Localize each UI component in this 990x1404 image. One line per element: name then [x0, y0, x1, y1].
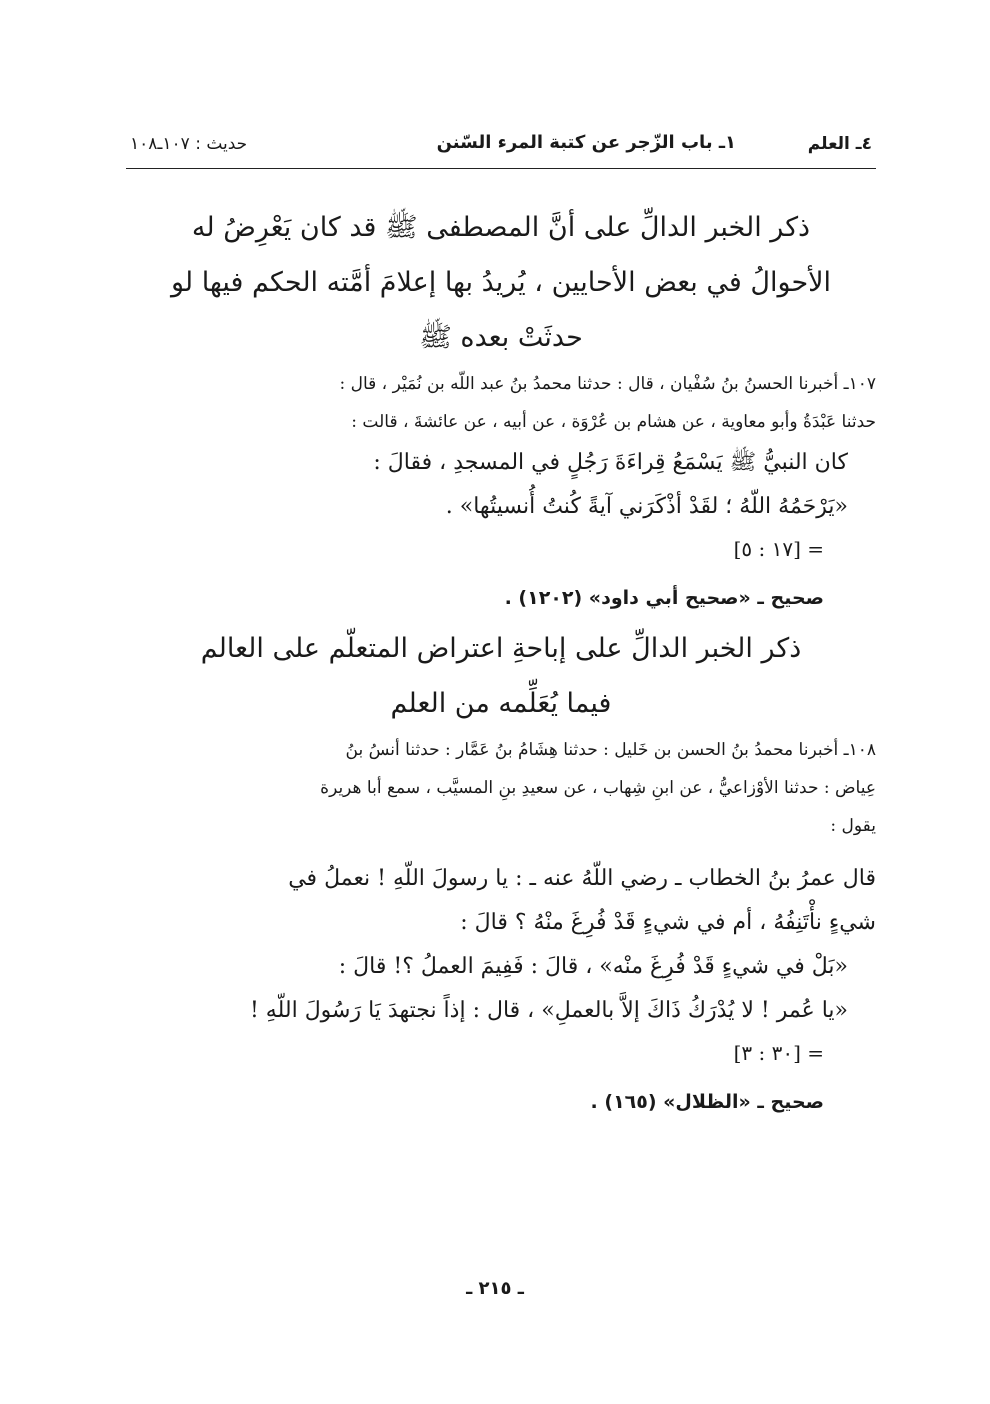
isnad-line: ١٠٨ـ أخبرنا محمدُ بنُ الحسن بن خَليل : حدثنا هِشَامُ بنُ عَمَّار : حدثنا أنسُ بنُ: [345, 740, 876, 760]
isnad-line: حدثنا عَبْدَةُ وأبو معاوية ، عن هشام بن عُرْوَة ، عن أبيه ، عن عائشةَ ، قالت :: [351, 412, 876, 432]
matn-line: «يا عُمر ! لا يُدْرَكُ ذَاكَ إلاَّ بالعملِ» ، قال : إذاً نجتهدَ يَا رَسُولَ اللّهِ !: [249, 998, 848, 1023]
header-divider: [126, 168, 876, 169]
heading-line: ذكر الخبر الدالِّ على إباحةِ اعتراض المتعلّم على العالم: [200, 633, 802, 664]
section-heading-107: [126, 200, 876, 365]
heading-line: ذكر الخبر الدالِّ على أنَّ المصطفى ﷺ قد كان يَعْرِضُ له: [191, 212, 811, 243]
reference-107: [١٧ : ٥] =: [733, 537, 824, 561]
isnad-line: عِياض : حدثنا الأوْزاعيُّ ، عن ابنِ شِهاب ، عن سعيدِ بنِ المسيَّب ، سمع أبا هريرة: [320, 778, 876, 798]
header-bab-title: ١ـ باب الزّجر عن كتبة المرء السّنن: [436, 132, 736, 153]
header-hadith-range: حديث : ١٠٧ـ١٠٨: [130, 134, 248, 154]
matn-line: قال عمرُ بنُ الخطاب ـ رضي اللّهُ عنه ـ : يا رسولَ اللّهِ ! نعملُ في: [288, 866, 876, 891]
matn-107: [126, 441, 876, 529]
running-header: [126, 126, 876, 170]
grade-108: صحيح ـ «الظلال» (١٦٥) .: [590, 1091, 824, 1113]
reference-108: [٣٠ : ٣] =: [733, 1041, 824, 1065]
matn-line: «يَرْحَمُهُ اللّهُ ؛ لقَدْ أذْكَرَني آيةً كُنتُ أُنسيتُها» .: [445, 494, 848, 519]
heading-line: الأحوالُ في بعض الأحايين ، يُريدُ بها إعلامَ أمَّته الحكم فيها لو: [170, 267, 832, 298]
header-chapter: ٤ـ العلم: [807, 134, 872, 154]
heading-line: حدثَتْ بعده ﷺ: [419, 322, 583, 353]
matn-line: «بَلْ في شيءٍ قَدْ فُرِغَ منْه» ، قالَ : فَفِيمَ العملُ ؟! قالَ :: [338, 954, 848, 979]
heading-line: فيما يُعَلِّمه من العلم: [390, 688, 612, 719]
page-body: [126, 200, 876, 1125]
isnad-108: [126, 731, 876, 845]
page-number: ـ ٢١٥ ـ: [466, 1278, 524, 1299]
matn-108: [126, 857, 876, 1033]
isnad-107: [126, 365, 876, 441]
grade-107: صحيح ـ «صحيح أبي داود» (١٢٠٢) .: [504, 587, 824, 609]
isnad-line: ١٠٧ـ أخبرنا الحسنُ بنُ سُفْيان ، قال : حدثنا محمدُ بنُ عبد اللّه بن نُمَيْر ، قال :: [339, 374, 876, 394]
section-heading-108: [126, 621, 876, 731]
isnad-line: يقول :: [830, 816, 876, 836]
matn-line: كان النبيُّ ﷺ يَسْمَعُ قِراءَةَ رَجُلٍ في المسجدِ ، فقالَ :: [373, 450, 848, 475]
matn-line: شيءٍ نأْتَنِفُهُ ، أم في شيءٍ قَدْ فُرِغَ منْهُ ؟ قالَ :: [460, 910, 876, 935]
